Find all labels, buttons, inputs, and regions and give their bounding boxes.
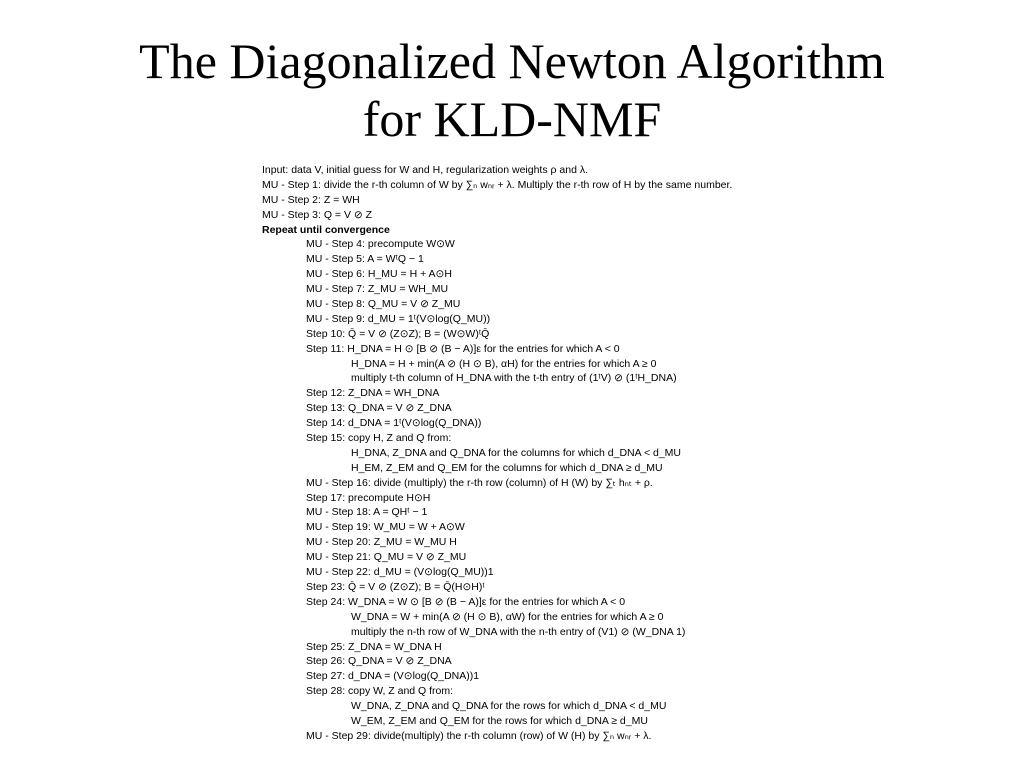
algorithm-line-mu-step-9: MU - Step 9: d_MU = 1ᵗ(V⊙log(Q_MU))	[306, 312, 491, 325]
algorithm-line-mu-step-22: MU - Step 22: d_MU = (V⊙log(Q_MU))1	[306, 566, 494, 579]
algorithm-line-mu-step-3: MU - Step 3: Q = V ⊘ Z	[262, 208, 373, 221]
algorithm-line-step-15-a: H_DNA, Z_DNA and Q_DNA for the columns for which d_DNA < d_MU	[351, 446, 682, 459]
slide-title	[0, 32, 1024, 148]
algorithm-line-step-25: Step 25: Z_DNA = W_DNA H	[306, 640, 442, 653]
algorithm-line-mu-step-8: MU - Step 8: Q_MU = V ⊘ Z_MU	[306, 298, 461, 311]
algorithm-line-step-11: Step 11: H_DNA = H ⊙ [B ⊘ (B − A)]ε for the entries for which A < 0	[306, 342, 620, 355]
algorithm-line-step-17: Step 17: precompute H⊙H	[306, 491, 431, 504]
algorithm-line-mu-step-29: MU - Step 29: divide(multiply) the r-th column (row) of W (H) by ∑ₙ wₙᵣ + λ.	[306, 729, 652, 742]
algorithm-line-step-24: Step 24: W_DNA = W ⊙ [B ⊘ (B − A)]ε for the entries for which A < 0	[306, 595, 626, 608]
algorithm-line-mu-step-5: MU - Step 5: A = WᵗQ − 1	[306, 253, 424, 266]
algorithm-line-step-12: Step 12: Z_DNA = WH_DNA	[306, 387, 440, 400]
algorithm-line-mu-step-4: MU - Step 4: precompute W⊙W	[306, 238, 455, 251]
algorithm-line-step-28-b: W_EM, Z_EM and Q_EM for the rows for which d_DNA ≥ d_MU	[351, 714, 648, 727]
algorithm-line-input: Input: data V, initial guess for W and H, regularization weights ρ and λ.	[262, 164, 589, 176]
algorithm-line-step-11-b: H_DNA = H + min(A ⊘ (H ⊙ B), αH) for the entries for which A ≥ 0	[351, 357, 657, 370]
algorithm-line-step-23: Step 23: Q̄ = V ⊘ (Z⊙Z); B = Q̄(H⊙H)ᵗ	[306, 580, 485, 593]
title-line-2: for KLD-NMF	[362, 91, 662, 147]
algorithm-line-step-13: Step 13: Q_DNA = V ⊘ Z_DNA	[306, 402, 452, 415]
algorithm-line-step-28: Step 28: copy W, Z and Q from:	[306, 685, 454, 698]
algorithm-line-mu-step-20: MU - Step 20: Z_MU = W_MU H	[306, 536, 457, 549]
algorithm-line-mu-step-19: MU - Step 19: W_MU = W + A⊙W	[306, 521, 465, 534]
algorithm-line-step-10: Step 10: Q̄ = V ⊘ (Z⊙Z); B = (W⊙W)ᵗQ̄	[306, 327, 490, 340]
algorithm-block	[262, 163, 762, 744]
title-line-1: The Diagonalized Newton Algorithm	[139, 33, 885, 89]
algorithm-line-step-15-b: H_EM, Z_EM and Q_EM for the columns for which d_DNA ≥ d_MU	[351, 461, 663, 474]
algorithm-line-mu-step-16: MU - Step 16: divide (multiply) the r-th row (column) of H (W) by ∑ₜ hₙₜ + ρ.	[306, 476, 653, 489]
algorithm-line-step-14: Step 14: d_DNA = 1ᵗ(V⊙log(Q_DNA))	[306, 417, 482, 430]
algorithm-line-step-15: Step 15: copy H, Z and Q from:	[306, 432, 452, 445]
algorithm-line-step-27: Step 27: d_DNA = (V⊙log(Q_DNA))1	[306, 670, 480, 683]
algorithm-line-repeat: Repeat until convergence	[262, 223, 390, 236]
algorithm-line-step-28-a: W_DNA, Z_DNA and Q_DNA for the rows for which d_DNA < d_MU	[351, 700, 667, 713]
algorithm-line-mu-step-2: MU - Step 2: Z = WH	[262, 193, 360, 206]
algorithm-line-mu-step-6: MU - Step 6: H_MU = H + A⊙H	[306, 268, 452, 281]
algorithm-line-step-24-b: W_DNA = W + min(A ⊘ (H ⊙ B), αW) for the entries for which A ≥ 0	[351, 610, 664, 623]
algorithm-line-mu-step-21: MU - Step 21: Q_MU = V ⊘ Z_MU	[306, 551, 467, 564]
algorithm-line-mu-step-18: MU - Step 18: A = QHᵗ − 1	[306, 506, 428, 519]
algorithm-line-mu-step-7: MU - Step 7: Z_MU = WH_MU	[306, 283, 449, 296]
algorithm-line-step-11-c: multiply t-th column of H_DNA with the t-th entry of (1ᵗV) ⊘ (1ᵗH_DNA)	[351, 372, 677, 385]
algorithm-line-step-24-c: multiply the n-th row of W_DNA with the n-th entry of (V1) ⊘ (W_DNA 1)	[351, 625, 686, 638]
algorithm-line-mu-step-1: MU - Step 1: divide the r-th column of W by ∑ₙ wₙᵣ + λ. Multiply the r-th row of H by the same number.	[262, 178, 733, 191]
algorithm-line-step-26: Step 26: Q_DNA = V ⊘ Z_DNA	[306, 655, 452, 668]
